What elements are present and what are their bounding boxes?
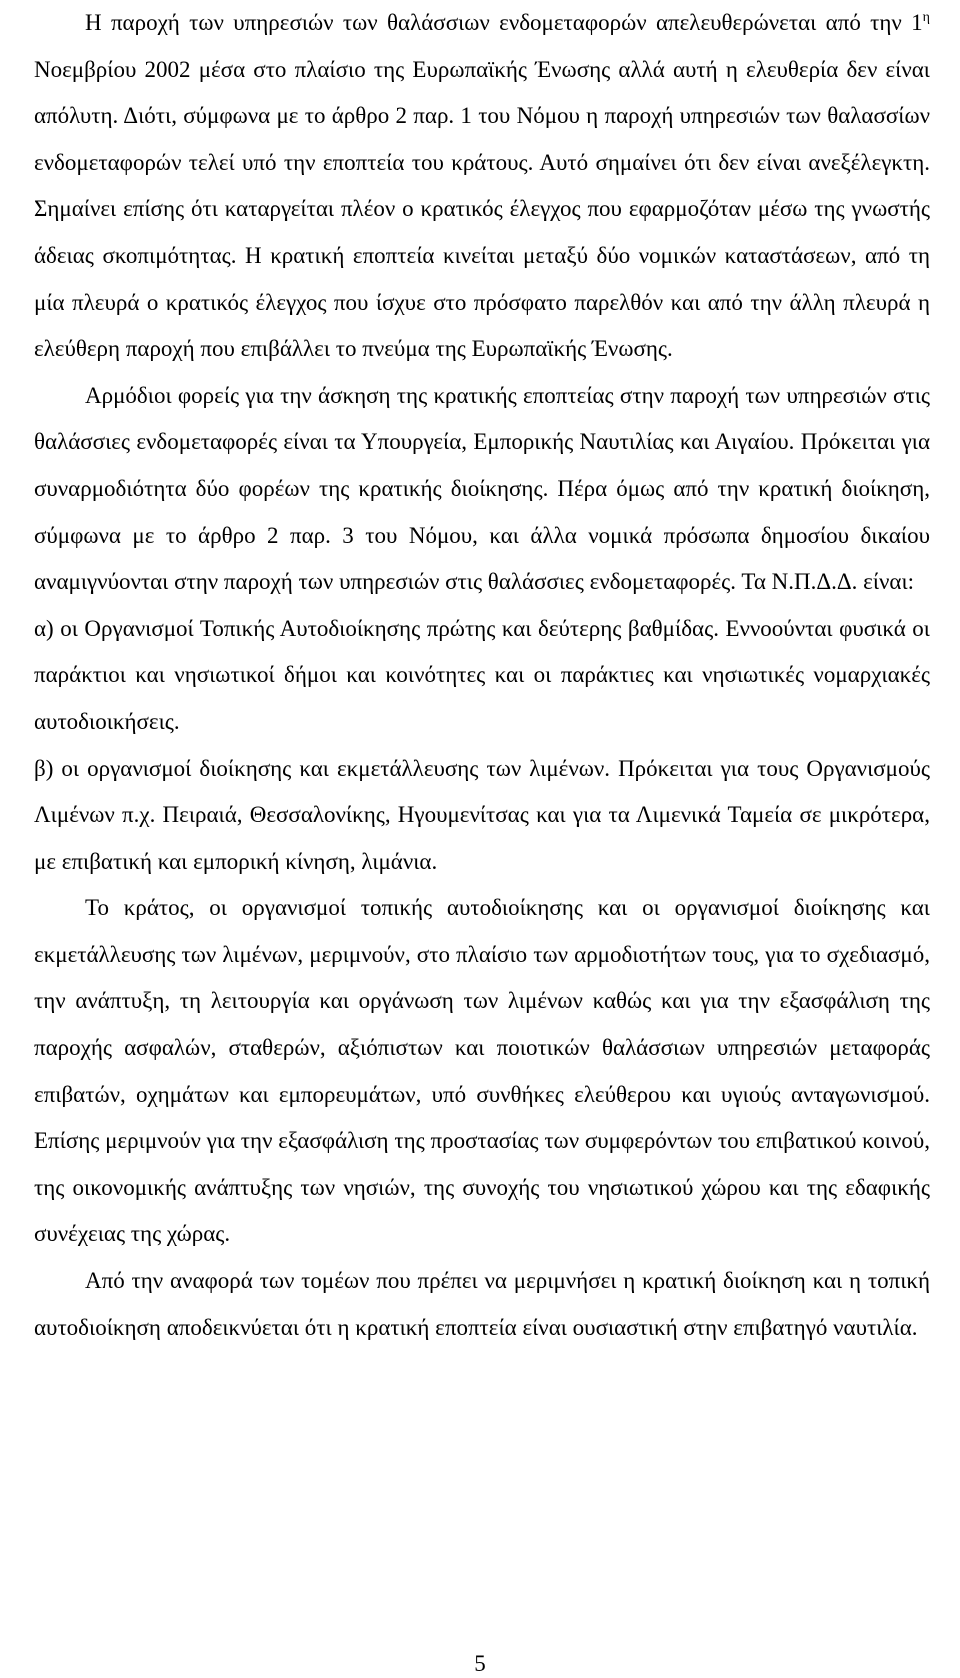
paragraph-1 <box>34 0 930 373</box>
paragraph-6: Από την αναφορά των τομέων που πρέπει να μεριμνήσει η κρατική διοίκηση και η τοπική αυτοδιοίκηση αποδεικνύεται ότι η κρατική εποπτεία είναι ουσιαστική στην επιβατηγό ναυτιλία. <box>34 1268 930 1340</box>
paragraph-1-text-start: Η παροχή των υπηρεσιών των θαλάσσιων ενδομεταφορών απελευθερώνεται από την 1 <box>85 10 923 35</box>
paragraph-3-list-item-a: α) οι Οργανισμοί Τοπικής Αυτοδιοίκησης πρώτης και δεύτερης βαθμίδας. Εννοούνται φυσικά οι παράκτιοι και νησιωτικοί δήμοι και κοινότητες και οι παράκτιες και νησιωτικές νομαρχιακές αυτοδιοικήσεις. <box>34 615 930 734</box>
page-number: 5 <box>474 1651 486 1676</box>
paragraph-5: Το κράτος, οι οργανισμοί τοπικής αυτοδιοίκησης και οι οργανισμοί διοίκησης και εκμετάλλευσης των λιμένων, μεριμνούν, στο πλαίσιο των αρμοδιοτήτων τους, για το σχεδιασμό, την ανάπτυξη, τη λειτουργία και οργάνωση των λιμένων καθώς και για την εξασφάλιση της παροχής ασφαλών, σταθερών, αξιόπιστων και ποιοτικών θαλάσσιων υπηρεσιών μεταφοράς επιβατών, οχημάτων και εμπορευμάτων, υπό συνθήκες ελεύθερου και υγιούς ανταγωνισμού. Επίσης μεριμνούν για την εξασφάλιση της προστασίας των συμφερόντων του επιβατικού κοινού, της οικονομικής ανάπτυξης των νησιών, της συνοχής του νησιωτικού χώρου και της εδαφικής συνέχειας της χώρας. <box>34 895 930 1247</box>
paragraph-2: Αρμόδιοι φορείς για την άσκηση της κρατικής εποπτείας στην παροχή των υπηρεσιών στις θαλάσσιες ενδομεταφορές είναι τα Υπουργεία, Εμπορικής Ναυτιλίας και Αιγαίου. Πρόκειται για συναρμοδιότητα δύο φορέων της κρατικής διοίκησης. Πέρα όμως από την κρατική διοίκηση, σύμφωνα με το άρθρο 2 παρ. 3 του Νόμου, και άλλα νομικά πρόσωπα δημοσίου δικαίου αναμιγνύονται στην παροχή των υπηρεσιών στις θαλάσσιες ενδομεταφορές. Τα Ν.Π.Δ.Δ. είναι: <box>34 382 930 595</box>
paragraph-4-list-item-b: β) οι οργανισμοί διοίκησης και εκμετάλλευσης των λιμένων. Πρόκειται για τους Οργανισμούς Λιμένων π.χ. Πειραιά, Θεσσαλονίκης, Ηγουμενίτσας και για τα Λιμενικά Ταμεία σε μικρότερα, με επιβατική και εμπορική κίνηση, λιμάνια. <box>34 755 930 874</box>
document-body <box>34 0 930 1351</box>
paragraph-1-text-end: Νοεμβρίου 2002 μέσα στο πλαίσιο της Ευρωπαϊκής Ένωσης αλλά αυτή η ελευθερία δεν είναι απόλυτη. Διότι, σύμφωνα με το άρθρο 2 παρ. 1 του Νόμου η παροχή υπηρεσιών των θαλασσίων ενδομεταφορών τελεί υπό την εποπτεία του κράτους. Αυτό σημαίνει ότι δεν είναι ανεξέλεγκτη. Σημαίνει επίσης ότι καταργείται πλέον ο κρατικός έλεγχος που εφαρμοζόταν μέσω της γνωστής άδειας σκοπιμότητας. Η κρατική εποπτεία κινείται μεταξύ δύο νομικών καταστάσεων, από τη μία πλευρά ο κρατικός έλεγχος που ίσχυε στο πρόσφατο παρελθόν και από την άλλη πλευρά η ελεύθερη παροχή που επιβάλλει το πνεύμα της Ευρωπαϊκής Ένωσης. <box>34 56 930 362</box>
ordinal-superscript: η <box>922 10 930 25</box>
